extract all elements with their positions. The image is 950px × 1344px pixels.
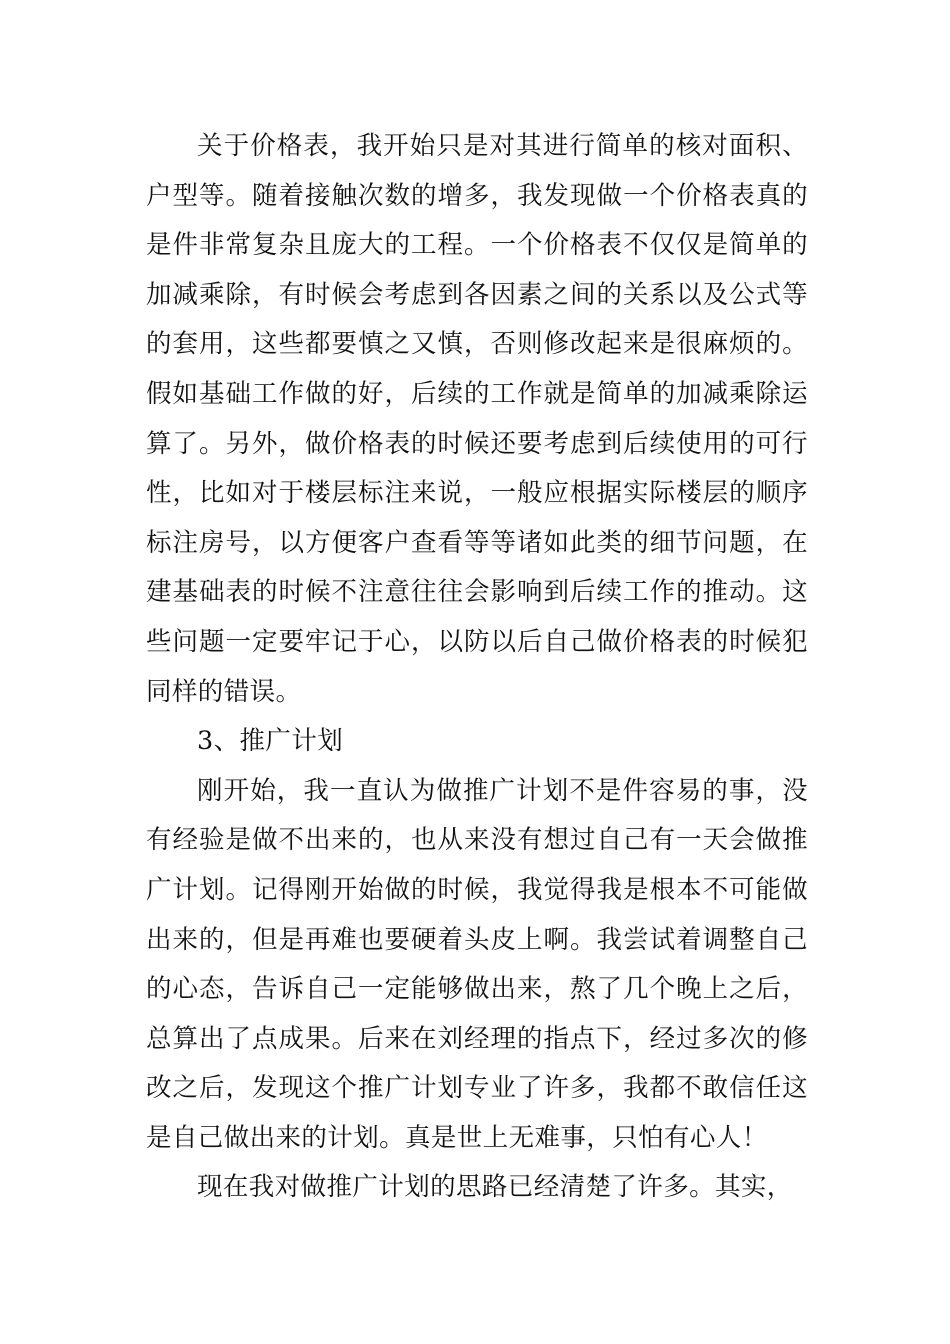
document-body bbox=[146, 122, 808, 1213]
section-heading-promotion-plan: 3、推广计划 bbox=[197, 726, 344, 757]
paragraph-promotion-plan: 刚开始，我一直认为做推广计划不是件容易的事，没有经验是做不出来的，也从来没有想过自己有一天会做推广计划。记得刚开始做的时候，我觉得我是根本不可能做出来的，但是再难也要硬着头皮上啊。我尝试着调整自己的心态，告诉自己一定能够做出来，熬了几个晚上之后，总算出了点成果。后来在刘经理的指点下，经过多次的修改之后，发现这个推广计划专业了许多，我都不敢信任这是自己做出来的计划。真是世上无难事，只怕有心人！ bbox=[146, 775, 808, 1153]
paragraph-promotion-plan-continued: 现在我对做推广计划的思路已经清楚了许多。其实， bbox=[197, 1172, 793, 1203]
paragraph-price-table: 关于价格表，我开始只是对其进行简单的核对面积、户型等。随着接触次数的增多，我发现做一个价格表真的是件非常复杂且庞大的工程。一个价格表不仅仅是简单的加减乘除，有时候会考虑到各因素之间的关系以及公式等的套用，这些都要慎之又慎，否则修改起来是很麻烦的。假如基础工作做的好，后续的工作就是简单的加减乘除运算了。另外，做价格表的时候还要考虑到后续使用的可行性，比如对于楼层标注来说，一般应根据实际楼层的顺序标注房号，以方便客户查看等等诸如此类的细节问题，在建基础表的时候不注意往往会影响到后续工作的推动。这些问题一定要牢记于心，以防以后自己做价格表的时候犯同样的错误。 bbox=[146, 131, 808, 707]
